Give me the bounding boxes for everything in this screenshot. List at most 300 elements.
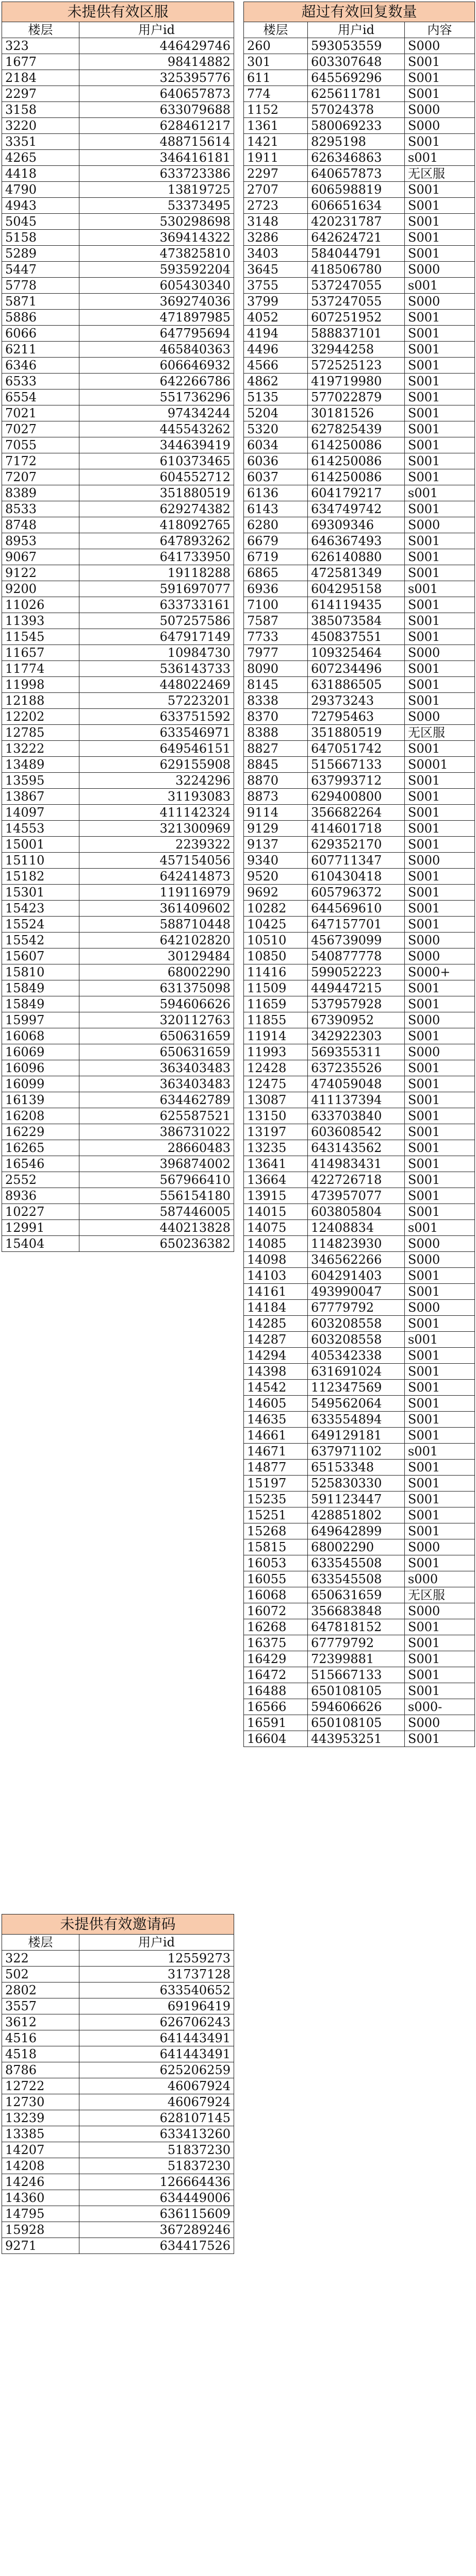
content-cell: S001	[405, 1619, 475, 1635]
floor-cell: 6034	[244, 437, 308, 453]
floor-cell: 8748	[2, 517, 79, 533]
user-id-cell: 629400800	[308, 789, 405, 805]
floor-cell: 7055	[2, 437, 79, 453]
user-id-cell: 51837230	[79, 2142, 234, 2158]
floor-cell: 10850	[244, 948, 308, 964]
table-row	[2, 118, 234, 134]
user-id-cell: 628107145	[79, 2110, 234, 2126]
table-row	[244, 310, 475, 326]
table-row	[2, 1982, 234, 1998]
table-row	[244, 869, 475, 885]
user-id-cell: 474059048	[308, 1076, 405, 1092]
floor-cell: 12730	[2, 2094, 79, 2110]
user-id-cell: 572525123	[308, 358, 405, 374]
user-id-cell: 593592204	[79, 262, 234, 278]
content-cell: s001	[405, 1220, 475, 1236]
table-row	[244, 1284, 475, 1300]
user-id-cell: 46067924	[79, 2078, 234, 2094]
table-row	[2, 581, 234, 597]
content-cell: S000	[405, 933, 475, 948]
user-id-cell: 507257586	[79, 613, 234, 629]
floor-cell: 13222	[2, 741, 79, 757]
table-row	[244, 1731, 475, 1747]
floor-cell: 8845	[244, 757, 308, 773]
floor-cell: 12475	[244, 1076, 308, 1092]
floor-cell: 3158	[2, 102, 79, 118]
floor-cell: 11026	[2, 597, 79, 613]
table-row	[244, 374, 475, 389]
floor-cell: 9114	[244, 805, 308, 821]
user-id-cell: 30129484	[79, 948, 234, 964]
column-header: 楼层	[2, 1935, 79, 1951]
table-row	[244, 1076, 475, 1092]
floor-cell: 15197	[244, 1476, 308, 1492]
user-id-cell: 629274382	[79, 501, 234, 517]
floor-cell: 15423	[2, 901, 79, 917]
content-cell: S000	[405, 1715, 475, 1731]
floor-cell: 774	[244, 86, 308, 102]
user-id-cell: 549562064	[308, 1396, 405, 1412]
table-row	[244, 1236, 475, 1252]
user-id-cell: 31737128	[79, 1967, 234, 1982]
user-id-cell: 607251952	[308, 310, 405, 326]
floor-cell: 9122	[2, 565, 79, 581]
user-id-cell: 449447215	[308, 980, 405, 996]
user-id-cell: 57223201	[79, 693, 234, 709]
floor-cell: 9067	[2, 549, 79, 565]
table-row	[244, 150, 475, 166]
content-cell: S000	[405, 1236, 475, 1252]
table-row	[244, 389, 475, 405]
content-cell: S001	[405, 1076, 475, 1092]
floor-cell: 10510	[244, 933, 308, 948]
content-cell: S000	[405, 102, 475, 118]
user-id-cell: 610430418	[308, 869, 405, 885]
table-row	[244, 501, 475, 517]
content-cell: S001	[405, 1412, 475, 1428]
user-id-cell: 649546151	[79, 741, 234, 757]
table-row	[2, 549, 234, 565]
table-row	[2, 1044, 234, 1060]
user-id-cell: 614250086	[308, 453, 405, 469]
table-header-row	[2, 22, 234, 38]
table-row	[2, 134, 234, 150]
table-row	[244, 1252, 475, 1268]
table-row	[2, 629, 234, 645]
floor-cell: 15268	[244, 1523, 308, 1539]
user-id-cell: 411142324	[79, 805, 234, 821]
user-id-cell: 634449006	[79, 2190, 234, 2206]
user-id-cell: 114823930	[308, 1236, 405, 1252]
content-cell: S001	[405, 821, 475, 837]
floor-cell: 9692	[244, 885, 308, 901]
table-row	[244, 1012, 475, 1028]
floor-cell: 14635	[244, 1412, 308, 1428]
table-row	[244, 885, 475, 901]
table-row	[244, 54, 475, 70]
user-id-cell: 363403483	[79, 1060, 234, 1076]
content-cell: S001	[405, 869, 475, 885]
table-row	[2, 166, 234, 182]
floor-cell: 14877	[244, 1460, 308, 1476]
table-row	[2, 996, 234, 1012]
table-row	[2, 2222, 234, 2238]
floor-cell: 3220	[2, 118, 79, 134]
floor-cell: 15849	[2, 980, 79, 996]
table-row	[244, 1092, 475, 1108]
user-id-cell: 473825810	[79, 246, 234, 262]
content-cell: s001	[405, 1444, 475, 1460]
floor-cell: 14605	[244, 1396, 308, 1412]
table-row	[2, 358, 234, 374]
table-row	[244, 964, 475, 980]
table-row	[244, 1316, 475, 1332]
floor-cell: 4943	[2, 198, 79, 214]
user-id-cell: 351880519	[308, 725, 405, 741]
table-row	[244, 214, 475, 230]
table-row	[244, 102, 475, 118]
table-row	[244, 533, 475, 549]
user-id-cell: 69309346	[308, 517, 405, 533]
table-row	[244, 1380, 475, 1396]
floor-cell: 3799	[244, 294, 308, 310]
floor-cell: 13150	[244, 1108, 308, 1124]
user-id-cell: 614119435	[308, 597, 405, 613]
user-id-cell: 628461217	[79, 118, 234, 134]
floor-cell: 6066	[2, 326, 79, 342]
user-id-cell: 633733161	[79, 597, 234, 613]
user-id-cell: 72399881	[308, 1651, 405, 1667]
floor-cell: 5135	[244, 389, 308, 405]
content-cell: S000	[405, 1603, 475, 1619]
table-row	[244, 1204, 475, 1220]
user-id-cell: 361409602	[79, 901, 234, 917]
floor-cell: 14553	[2, 821, 79, 837]
content-cell: S001	[405, 661, 475, 677]
user-id-cell: 29373243	[308, 693, 405, 709]
user-id-cell: 3224296	[79, 773, 234, 789]
table-unprovided-server	[2, 2, 234, 1252]
floor-cell: 14085	[244, 1236, 308, 1252]
content-cell: S001	[405, 246, 475, 262]
user-id-cell: 414601718	[308, 821, 405, 837]
content-cell: S001	[405, 1428, 475, 1444]
user-id-cell: 414983431	[308, 1156, 405, 1172]
table-row	[244, 837, 475, 853]
content-cell: S001	[405, 677, 475, 693]
table-row	[244, 1619, 475, 1635]
content-cell: S001	[405, 1204, 475, 1220]
floor-cell: 16429	[244, 1651, 308, 1667]
table-row	[244, 246, 475, 262]
content-cell: S001	[405, 1140, 475, 1156]
table-row	[244, 405, 475, 421]
column-header: 用户id	[79, 22, 234, 38]
content-cell: S001	[405, 453, 475, 469]
table-row	[2, 1236, 234, 1252]
floor-cell: 6280	[244, 517, 308, 533]
table-row	[2, 2110, 234, 2126]
user-id-cell: 10984730	[79, 645, 234, 661]
table-row	[2, 86, 234, 102]
user-id-cell: 647917149	[79, 629, 234, 645]
user-id-cell: 472581349	[308, 565, 405, 581]
user-id-cell: 606646932	[79, 358, 234, 374]
table-row	[244, 1412, 475, 1428]
floor-cell: 3148	[244, 214, 308, 230]
table-row	[244, 933, 475, 948]
floor-cell: 13595	[2, 773, 79, 789]
floor-cell: 5886	[2, 310, 79, 326]
user-id-cell: 126664436	[79, 2174, 234, 2190]
table-row	[2, 278, 234, 294]
floor-cell: 502	[2, 1967, 79, 1982]
table-row	[244, 1651, 475, 1667]
floor-cell: 15815	[244, 1539, 308, 1555]
content-cell: S001	[405, 789, 475, 805]
user-id-cell: 72795463	[308, 709, 405, 725]
user-id-cell: 446429746	[79, 38, 234, 54]
floor-cell: 13641	[244, 1156, 308, 1172]
table-row	[2, 1092, 234, 1108]
floor-cell: 11993	[244, 1044, 308, 1060]
user-id-cell: 97434244	[79, 405, 234, 421]
floor-cell: 4418	[2, 166, 79, 182]
floor-cell: 14015	[244, 1204, 308, 1220]
content-cell: S000	[405, 1300, 475, 1316]
table-row	[244, 1364, 475, 1380]
content-cell: S001	[405, 1284, 475, 1300]
content-cell: S001	[405, 1172, 475, 1188]
floor-cell: 15607	[2, 948, 79, 964]
table-row	[244, 437, 475, 453]
floor-cell: 14285	[244, 1316, 308, 1332]
floor-cell: 6936	[244, 581, 308, 597]
table-row	[2, 501, 234, 517]
floor-cell: 3286	[244, 230, 308, 246]
table-row	[2, 1998, 234, 2014]
content-cell: S001	[405, 1348, 475, 1364]
table-row	[244, 453, 475, 469]
user-id-cell: 636115609	[79, 2206, 234, 2222]
content-cell: S001	[405, 1635, 475, 1651]
content-cell: S001	[405, 1667, 475, 1683]
user-id-cell: 418506780	[308, 262, 405, 278]
floor-cell: 16546	[2, 1156, 79, 1172]
table-row	[244, 1539, 475, 1555]
content-cell: S001	[405, 1092, 475, 1108]
table-row	[2, 661, 234, 677]
content-cell: S001	[405, 389, 475, 405]
user-id-cell: 626706243	[79, 2014, 234, 2030]
floor-cell: 16055	[244, 1571, 308, 1587]
floor-cell: 15001	[2, 837, 79, 853]
user-id-cell: 515667133	[308, 757, 405, 773]
content-cell: S001	[405, 1108, 475, 1124]
content-cell: S001	[405, 1316, 475, 1332]
user-id-cell: 634417526	[79, 2238, 234, 2254]
user-id-cell: 650108105	[308, 1715, 405, 1731]
user-id-cell: 419719980	[308, 374, 405, 389]
user-id-cell: 386731022	[79, 1124, 234, 1140]
user-id-cell: 614250086	[308, 469, 405, 485]
table-row	[2, 2190, 234, 2206]
floor-cell: 3612	[2, 2014, 79, 2030]
floor-cell: 16072	[244, 1603, 308, 1619]
user-id-cell: 12408834	[308, 1220, 405, 1236]
table-row	[244, 1683, 475, 1699]
user-id-cell: 31193083	[79, 789, 234, 805]
table-row	[2, 150, 234, 166]
floor-cell: 4052	[244, 310, 308, 326]
user-id-cell: 587446005	[79, 1204, 234, 1220]
table-row	[244, 1507, 475, 1523]
floor-cell: 14542	[244, 1380, 308, 1396]
floor-cell: 2552	[2, 1172, 79, 1188]
floor-cell: 16566	[244, 1699, 308, 1715]
floor-cell: 8936	[2, 1188, 79, 1204]
user-id-cell: 396874002	[79, 1156, 234, 1172]
user-id-cell: 631375098	[79, 980, 234, 996]
table-row	[2, 437, 234, 453]
table-row	[244, 1476, 475, 1492]
content-cell: S001	[405, 980, 475, 996]
user-id-cell: 8295198	[308, 134, 405, 150]
user-id-cell: 647795694	[79, 326, 234, 342]
content-cell: S001	[405, 437, 475, 453]
user-id-cell: 443953251	[308, 1731, 405, 1747]
content-cell: S001	[405, 1028, 475, 1044]
table-row	[244, 948, 475, 964]
table-row	[244, 517, 475, 533]
floor-cell: 14103	[244, 1268, 308, 1284]
floor-cell: 15524	[2, 917, 79, 933]
floor-cell: 1911	[244, 150, 308, 166]
user-id-cell: 465840363	[79, 342, 234, 358]
table-row	[2, 294, 234, 310]
user-id-cell: 67390952	[308, 1012, 405, 1028]
table-row	[2, 2158, 234, 2174]
table-row	[244, 741, 475, 757]
table-row	[2, 885, 234, 901]
content-cell: S001	[405, 1523, 475, 1539]
user-id-cell: 445543262	[79, 421, 234, 437]
content-cell: S000	[405, 709, 475, 725]
table-row	[2, 2126, 234, 2142]
user-id-cell: 342922303	[308, 1028, 405, 1044]
user-id-cell: 346562266	[308, 1252, 405, 1268]
content-cell: s000-	[405, 1699, 475, 1715]
table-row	[244, 1348, 475, 1364]
table-row	[2, 1188, 234, 1204]
floor-cell: 16139	[2, 1092, 79, 1108]
table-row	[244, 757, 475, 773]
user-id-cell: 57024378	[308, 102, 405, 118]
floor-cell: 16096	[2, 1060, 79, 1076]
floor-cell: 9520	[244, 869, 308, 885]
content-cell: S000	[405, 38, 475, 54]
user-id-cell: 12559273	[79, 1951, 234, 1967]
table-row	[244, 645, 475, 661]
floor-cell: 15928	[2, 2222, 79, 2238]
floor-cell: 6554	[2, 389, 79, 405]
table-row	[2, 901, 234, 917]
table-row	[244, 1444, 475, 1460]
table-row	[244, 1156, 475, 1172]
user-id-cell: 320112763	[79, 1012, 234, 1028]
user-id-cell: 603208558	[308, 1316, 405, 1332]
content-cell: S000	[405, 645, 475, 661]
floor-cell: 7172	[2, 453, 79, 469]
user-id-cell: 594606626	[308, 1699, 405, 1715]
floor-cell: 8145	[244, 677, 308, 693]
floor-cell: 2802	[2, 1982, 79, 1998]
user-id-cell: 640657873	[79, 86, 234, 102]
user-id-cell: 604179217	[308, 485, 405, 501]
floor-cell: 2723	[244, 198, 308, 214]
floor-cell: 12428	[244, 1060, 308, 1076]
content-cell: S000	[405, 853, 475, 869]
floor-cell: 5447	[2, 262, 79, 278]
table-row	[244, 166, 475, 182]
content-cell: S001	[405, 741, 475, 757]
table-title-row	[244, 2, 475, 22]
table-row	[244, 182, 475, 198]
user-id-cell: 642624721	[308, 230, 405, 246]
table-row	[244, 821, 475, 837]
content-cell: S001	[405, 1364, 475, 1380]
user-id-cell: 13819725	[79, 182, 234, 198]
user-id-cell: 536143733	[79, 661, 234, 677]
floor-cell: 2707	[244, 182, 308, 198]
user-id-cell: 625587521	[79, 1108, 234, 1124]
user-id-cell: 647157701	[308, 917, 405, 933]
floor-cell: 6143	[244, 501, 308, 517]
user-id-cell: 551736296	[79, 389, 234, 405]
floor-cell: 8370	[244, 709, 308, 725]
floor-cell: 7977	[244, 645, 308, 661]
table-row	[2, 1172, 234, 1188]
table-row	[244, 629, 475, 645]
user-id-cell: 593053559	[308, 38, 405, 54]
table-row	[244, 773, 475, 789]
table-row	[2, 1076, 234, 1092]
floor-cell: 10282	[244, 901, 308, 917]
floor-cell: 8090	[244, 661, 308, 677]
user-id-cell: 650236382	[79, 1236, 234, 1252]
table-row	[2, 693, 234, 709]
table-row	[2, 517, 234, 533]
content-cell: S001	[405, 501, 475, 517]
floor-cell: 14287	[244, 1332, 308, 1348]
floor-cell: 16472	[244, 1667, 308, 1683]
table-row	[244, 996, 475, 1012]
user-id-cell: 351880519	[79, 485, 234, 501]
content-cell: S000	[405, 1539, 475, 1555]
table-row	[244, 1300, 475, 1316]
user-id-cell: 405342338	[308, 1348, 405, 1364]
floor-cell: 3351	[2, 134, 79, 150]
floor-cell: 6346	[2, 358, 79, 374]
user-id-cell: 634749742	[308, 501, 405, 517]
user-id-cell: 642266786	[79, 374, 234, 389]
content-cell: S001	[405, 565, 475, 581]
table-row	[244, 917, 475, 933]
user-id-cell: 591697077	[79, 581, 234, 597]
user-id-cell: 457154056	[79, 853, 234, 869]
table-row	[244, 901, 475, 917]
user-id-cell: 119116979	[79, 885, 234, 901]
